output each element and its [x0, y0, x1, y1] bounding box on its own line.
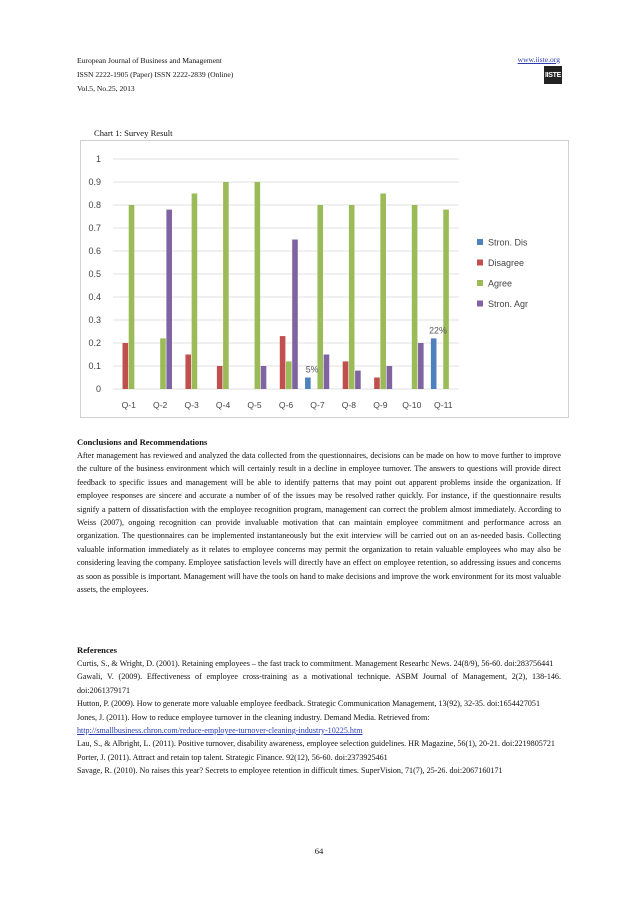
reference-item: Porter, J. (2011). Attract and retain top talent. Strategic Finance. 92(12), 56-60. doi:2373925461 [77, 752, 388, 762]
reference-item: Lau, S., & Albright, L. (2011). Positive turnover, disability awareness, employee selection guidelines. HR Magazine, 56(1), 20-21. doi:2219805721 [77, 739, 555, 749]
conclusions-heading: Conclusions and Recommendations [77, 437, 208, 447]
legend-label: Disagree [488, 258, 525, 268]
x-tick-label: Q-1 [121, 400, 136, 410]
y-tick-label: 0.2 [88, 338, 101, 348]
bar-agree-q-5 [255, 182, 261, 389]
y-tick-label: 0.8 [88, 200, 101, 210]
x-tick-label: Q-8 [341, 400, 357, 410]
x-tick-label: Q-7 [310, 400, 325, 410]
x-tick-label: Q-11 [434, 400, 453, 410]
bar-agree-q-3 [192, 194, 198, 390]
x-tick-label: Q-10 [402, 400, 422, 410]
y-tick-label: 0.7 [88, 223, 101, 233]
chart-caption: Chart 1: Survey Result [94, 128, 173, 138]
bar-stron-agr-q-2 [166, 210, 172, 389]
bar-stron-agr-q-6 [292, 240, 298, 390]
journal-name: European Journal of Business and Management [77, 56, 222, 65]
journal-url-link[interactable]: www.iiste.org [517, 55, 560, 64]
x-tick-label: Q-6 [278, 400, 294, 410]
bar-stron-dis-q-11 [431, 338, 437, 389]
bar-stron-agr-q-8 [355, 371, 361, 389]
legend-swatch [477, 260, 483, 266]
bar-agree-q-2 [160, 338, 166, 389]
bar-agree-q-10 [412, 205, 418, 389]
survey-bar-chart [81, 141, 568, 417]
y-tick-label: 0.6 [88, 246, 101, 256]
y-tick-label: 0 [95, 384, 101, 394]
journal-issn: ISSN 2222-1905 (Paper) ISSN 2222-2839 (Online) [77, 70, 234, 79]
y-tick-label: 1 [95, 154, 101, 164]
reference-item: Hutton, P. (2009). How to generate more valuable employee feedback. Strategic Communication Management, 13(92), 32-35. doi:1654427051 [77, 699, 541, 709]
bar-stron-agr-q-10 [418, 343, 424, 389]
bar-agree-q-4 [223, 182, 229, 389]
y-tick-label: 0.4 [88, 292, 101, 302]
bar-disagree-q-3 [185, 355, 191, 390]
reference-link[interactable]: http://smallbusiness.chron.com/reduce-employee-turnover-cleaning-industry-10225.htm [77, 726, 363, 736]
iiste-logo: IISTE [544, 66, 562, 84]
bar-agree-q-7 [317, 205, 323, 389]
bar-agree-q-6 [286, 361, 292, 389]
bar-disagree-q-9 [374, 378, 380, 390]
bar-stron-agr-q-5 [261, 366, 267, 389]
reference-list [77, 657, 561, 778]
legend-label: Agree [488, 278, 513, 289]
bar-disagree-q-8 [343, 361, 349, 389]
bar-stron-agr-q-7 [324, 355, 330, 390]
journal-volume: Vol.5, No.25, 2013 [77, 84, 135, 93]
x-tick-label: Q-9 [373, 400, 388, 410]
bar-disagree-q-1 [123, 343, 129, 389]
x-tick-label: Q-4 [215, 400, 231, 410]
legend-swatch [477, 301, 483, 307]
references-heading: References [77, 645, 117, 655]
reference-item [77, 711, 561, 738]
x-tick-label: Q-3 [184, 400, 199, 410]
bar-disagree-q-6 [280, 336, 286, 389]
y-tick-label: 0.3 [88, 315, 101, 325]
y-tick-label: 0.1 [88, 361, 101, 371]
data-label: 22% [429, 325, 447, 336]
y-tick-label: 0.5 [88, 269, 101, 279]
reference-text: Jones, J. (2011). How to reduce employee turnover in the cleaning industry. Demand Media. Retrieved from: [77, 712, 430, 722]
legend-swatch [477, 280, 483, 286]
legend-label: Stron. Agr [488, 299, 529, 309]
conclusions-paragraph: After management has reviewed and analyzed the data collected from the questionnaires, decisions can be made on how to move further to improve the culture of the business environment which will certainly result in a decline in employee turnover. The answers to questions will provide direct feedback to specific issues and management will be able to identify patterns that may point out apparent problems inside the organization. If employee responses are sincere and accurate a number of of the issues may be resolved rather quickly. For instance, if the questionnaire results signify a pattern of dissatisfaction with the employee recognition program, management can correct the problem almost immediately. According to Weiss (2007), ongoing recognition can provide invaluable motivation that can maintain employee commitment and performance across an organization. The questionnaires can be implemented instantaneously but the exit interview will be carried out on an as-needed basis. Collecting valuable information immediately as it relates to employee concerns may permit the organization to retain valuable employees who may also be considering leaving the company. Employee satisfaction levels will directly have an effect on employee retention, so addressing issues and concerns as soon as possible is important. Management will have the tools on hand to make decisions and improve the work environment for its most valuable assets, the employees. [77, 451, 561, 595]
reference-item: Gawali, V. (2009). Effectiveness of employee cross-training as a motivational technique. ASBM Journal of Management, 2(2), 138-146. doi:2061379171 [77, 672, 561, 695]
bar-stron-dis-q-7 [305, 378, 311, 390]
bar-agree-q-9 [380, 194, 386, 390]
bar-disagree-q-4 [217, 366, 223, 389]
legend-swatch [477, 239, 483, 245]
data-label: 5% [305, 364, 319, 375]
page-number: 64 [314, 846, 324, 856]
bar-stron-agr-q-9 [387, 366, 393, 389]
legend-label: Stron. Dis [488, 237, 528, 248]
bar-agree-q-8 [349, 205, 355, 389]
reference-item: Curtis, S., & Wright, D. (2001). Retaining employees – the fast track to commitment. Management Researhc News. 24(8/9), 56-60. doi:283756441 [77, 659, 554, 668]
y-tick-label: 0.9 [88, 177, 101, 187]
bar-agree-q-11 [443, 210, 449, 389]
chart-frame [80, 140, 569, 418]
reference-item: Savage, R. (2010). No raises this year? Secrets to employee retention in difficult times. SuperVision, 71(7), 25-26. doi:2067160171 [77, 766, 503, 776]
x-tick-label: Q-5 [247, 400, 262, 410]
bar-agree-q-1 [129, 205, 135, 389]
x-tick-label: Q-2 [153, 400, 168, 410]
